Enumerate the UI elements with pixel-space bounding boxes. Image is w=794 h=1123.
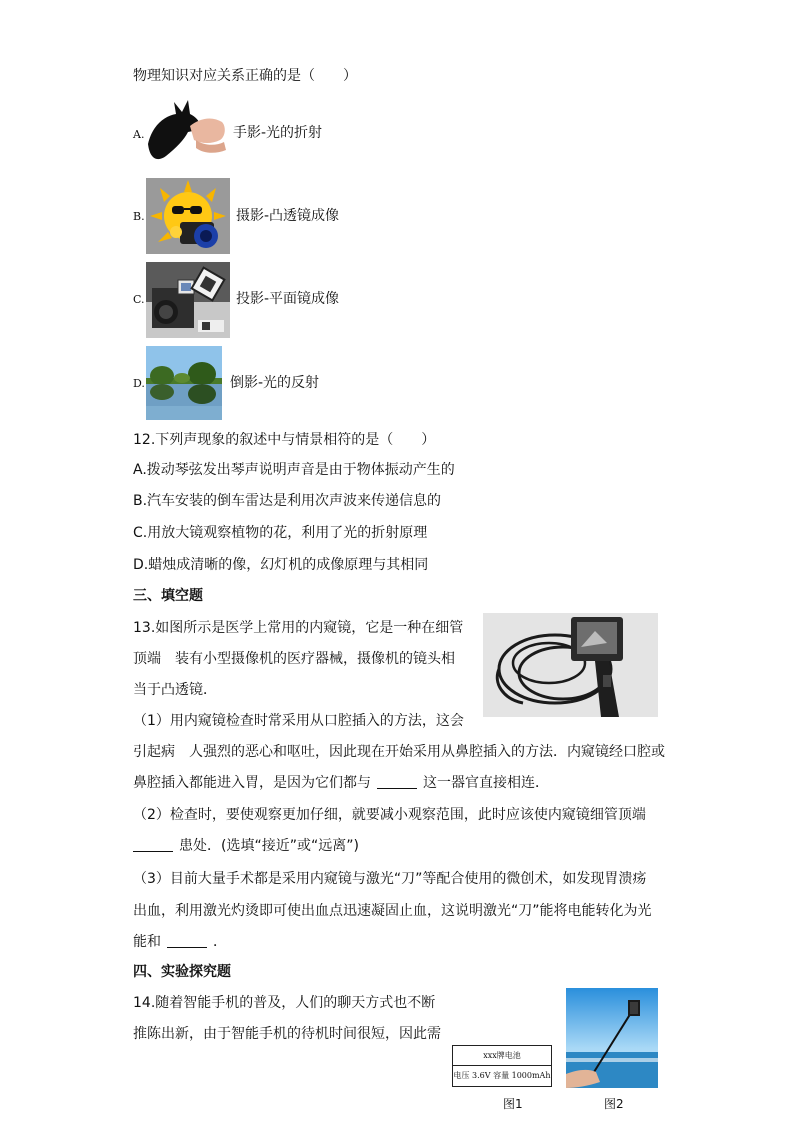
q12-option-a: A.拨动琴弦发出琴声说明声音是由于物体振动产生的 — [133, 462, 455, 478]
q13-part3-line-3-pre: 能和 — [133, 934, 161, 950]
section-3-title: 三、填空题 — [133, 588, 203, 604]
q13-line-2: 顶端 装有小型摄像机的医疗器械，摄像机的镜头相 — [133, 651, 455, 667]
q13-part1-line-3 — [133, 773, 549, 793]
q11-option-b-letter: B. — [133, 210, 145, 223]
q11-option-b-text: 摄影-凸透镜成像 — [236, 208, 340, 224]
projector-image — [146, 262, 230, 338]
q13-part1-line-2: 引起病 人强烈的恶心和呕吐，因此现在开始采用从鼻腔插入的方法．内窥镜经口腔或 — [133, 744, 665, 760]
q13-part1-line-3-post: 这一器官直接相连． — [423, 775, 549, 791]
battery-label-divider — [453, 1065, 551, 1066]
q13-part3-line-1: （3）目前大量手术都是采用内窥镜与激光“刀”等配合使用的微创术，如发现胃溃疡 — [133, 871, 647, 887]
q11-option-c-letter: C. — [133, 293, 145, 306]
q11-option-a-text: 手影-光的折射 — [233, 125, 323, 141]
q13-part3-line-3 — [133, 932, 227, 952]
q13-part1-line-3-pre: 鼻腔插入都能进入胃，是因为它们都与 — [133, 775, 371, 791]
q13-line-1: 13.如图所示是医学上常用的内窥镜，它是一种在细管 — [133, 620, 464, 636]
q14-line-1: 14.随着智能手机的普及，人们的聊天方式也不断 — [133, 995, 436, 1011]
figure-2-caption: 图2 — [604, 1097, 624, 1111]
sun-camera-image — [146, 178, 230, 254]
q11-option-a-letter: A. — [133, 128, 145, 141]
q12-stem: 12.下列声现象的叙述中与情景相符的是（ ） — [133, 432, 436, 448]
battery-label — [452, 1045, 552, 1087]
q11-option-d-text: 倒影-光的反射 — [230, 375, 320, 391]
q14-line-2: 推陈出新，由于智能手机的待机时间很短，因此需 — [133, 1026, 441, 1042]
q13-part3-line-3-post: ． — [213, 934, 227, 950]
endoscope-image — [483, 613, 658, 717]
q13-part3-answer-blank[interactable] — [167, 933, 207, 948]
q13-part1-line-1: （1）用内窥镜检查时常采用从口腔插入的方法，这会 — [133, 713, 464, 729]
q13-part3-line-2: 出血，利用激光灼烫即可使出血点迅速凝固止血，这说明激光“刀”能将电能转化为光 — [133, 903, 652, 919]
hand-shadow-image — [146, 96, 228, 170]
q11-option-d-letter: D. — [133, 377, 145, 390]
q13-part2-line-2-post: 患处．(选填“接近”或“远离”) — [179, 838, 359, 854]
q13-part2-answer-blank[interactable] — [133, 837, 173, 852]
q13-part2-line-1: （2）检查时，要使观察更加仔细，就要减小观察范围，此时应该使内窥镜细管顶端 — [133, 807, 646, 823]
q11-stem: 物理知识对应关系正确的是（ ） — [133, 68, 357, 84]
battery-label-title: xxx牌电池 — [483, 1051, 521, 1060]
lake-reflection-image — [146, 346, 222, 420]
figure-1-caption: 图1 — [503, 1097, 523, 1111]
q11-option-c-text: 投影-平面镜成像 — [236, 291, 340, 307]
q13-part1-answer-blank[interactable] — [377, 774, 417, 789]
battery-label-spec: 电压 3.6V 容量 1000mAh — [453, 1071, 551, 1080]
q12-option-d: D.蜡烛成清晰的像，幻灯机的成像原理与其相同 — [133, 557, 429, 573]
q12-option-b: B.汽车安装的倒车雷达是利用次声波来传递信息的 — [133, 493, 442, 509]
q13-part2-line-2 — [133, 836, 359, 856]
selfie-stick-image — [566, 988, 658, 1088]
q12-option-c: C.用放大镜观察植物的花，利用了光的折射原理 — [133, 525, 428, 541]
section-4-title: 四、实验探究题 — [133, 964, 231, 980]
q13-line-3: 当于凸透镜． — [133, 682, 217, 698]
